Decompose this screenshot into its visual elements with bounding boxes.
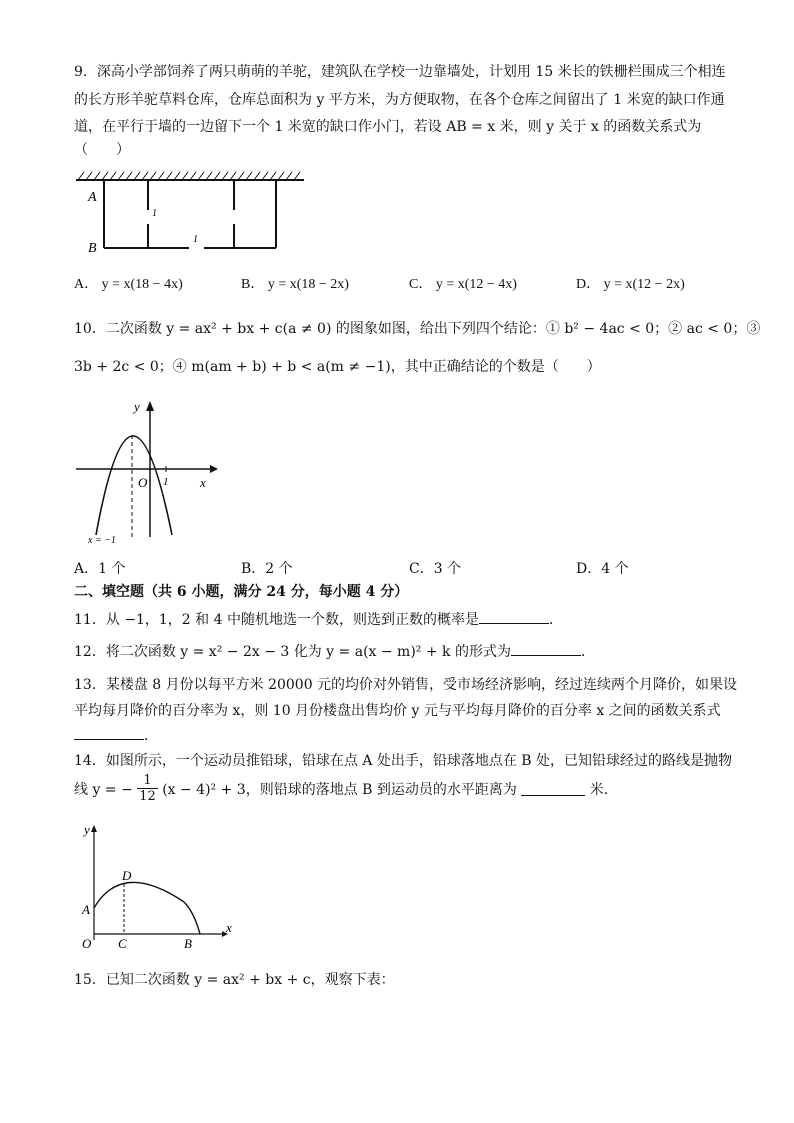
q13-text-line-2: 平均每月降价的百分率为 x，则 10 月份楼盘出售均价 y 元与平均每月降价的百分率 x 之间的函数关系式 bbox=[74, 703, 721, 719]
q13-end: ． bbox=[144, 728, 158, 744]
q12-line bbox=[74, 641, 595, 662]
q9-gap-mark-1: 1 bbox=[152, 208, 157, 219]
q14-fraction bbox=[137, 773, 158, 804]
q12-answer-blank[interactable] bbox=[511, 641, 581, 656]
q9-option-c[interactable]: C． y = x(12 − 4x) bbox=[409, 277, 517, 292]
q11-line bbox=[74, 609, 563, 630]
q14-line-2 bbox=[74, 773, 618, 804]
q10-origin-label: O bbox=[138, 475, 148, 490]
q10-parabola-graph bbox=[74, 397, 224, 547]
q9-text-line-2: 的长方形羊驼草料仓库，仓库总面积为 y 平方米，为方便取物，在各个仓库之间留出了 1 米宽的缺口作通 bbox=[74, 92, 725, 108]
q9-gap-mark-2: 1 bbox=[193, 234, 198, 245]
q10-text-line-2: 3b + 2c < 0；④ m(am + b) + b < a(m ≠ −1)，其中正确结论的个数是（ ） bbox=[74, 359, 601, 375]
q9-option-d[interactable]: D． y = x(12 − 2x) bbox=[576, 277, 685, 292]
q9-label-b: B bbox=[88, 241, 97, 256]
q14-answer-blank[interactable] bbox=[521, 781, 585, 796]
q14-end: 米． bbox=[589, 781, 618, 798]
q14-frac-numerator: 1 bbox=[143, 773, 152, 788]
q10-one-label: 1 bbox=[163, 476, 169, 488]
q10-x-axis-label: x bbox=[200, 475, 206, 490]
q10-axis-of-symmetry-label: x = −1 bbox=[88, 535, 116, 546]
q13-answer-blank[interactable] bbox=[74, 725, 144, 740]
q14-a-label: A bbox=[82, 902, 90, 917]
q9-label-a: A bbox=[88, 190, 97, 205]
q10-option-b[interactable]: B．2 个 bbox=[241, 561, 293, 577]
q14-o-label: O bbox=[82, 936, 92, 951]
q14-prefix: 线 y = − bbox=[74, 781, 133, 798]
q15-text: 15．已知二次函数 y = ax² + bx + c，观察下表： bbox=[74, 972, 395, 988]
q14-x-label: x bbox=[226, 920, 232, 935]
q10-option-c[interactable]: C．3 个 bbox=[409, 561, 462, 577]
q14-d-label: D bbox=[122, 868, 132, 883]
q11-text: 11．从 −1，1，2 和 4 中随机地选一个数，则选到正数的概率是 bbox=[74, 612, 479, 628]
q10-y-axis-label: y bbox=[134, 399, 140, 414]
q9-fence-diagram bbox=[74, 168, 314, 258]
q9-answer-paren: （ ） bbox=[74, 142, 130, 158]
q10-option-a[interactable]: A．1 个 bbox=[74, 561, 126, 577]
q14-frac-denominator: 12 bbox=[139, 789, 156, 804]
q12-text: 12．将二次函数 y = x² − 2x − 3 化为 y = a(x − m)² + k 的形式为 bbox=[74, 644, 511, 660]
q11-answer-blank[interactable] bbox=[479, 609, 549, 624]
q9-option-b[interactable]: B． y = x(18 − 2x) bbox=[241, 277, 349, 292]
q13-text-line-1: 13．某楼盘 8 月份以每平方米 20000 元的均价对外销售，受市场经济影响，经过连续两个月降价，如果设 bbox=[74, 677, 738, 693]
q9-text-line-1: 9．深高小学部饲养了两只萌萌的羊驼，建筑队在学校一边靠墙处，计划用 15 米长的铁栅栏围成三个相连 bbox=[74, 64, 726, 80]
q9-option-a[interactable]: A． y = x(18 − 4x) bbox=[74, 277, 183, 292]
q13-line-3 bbox=[74, 725, 158, 746]
q14-y-label: y bbox=[84, 822, 90, 837]
q14-b-label: B bbox=[184, 936, 192, 951]
q14-c-label: C bbox=[118, 936, 127, 951]
q10-text-line-1: 10．二次函数 y = ax² + bx + c(a ≠ 0) 的图象如图，给出下列四个结论：① b² − 4ac < 0；② ac < 0；③ bbox=[74, 321, 761, 337]
q11-end: ． bbox=[548, 612, 563, 628]
q9-text-line-3: 道，在平行于墙的一边留下一个 1 米宽的缺口作小门，若设 AB = x 米，则 y 关于 x 的函数关系式为 bbox=[74, 119, 702, 135]
q14-middle: (x − 4)² + 3，则铅球的落地点 B 到运动员的水平距离为 bbox=[162, 781, 517, 798]
q12-end: ． bbox=[580, 644, 595, 660]
section-2-heading: 二、填空题（共 6 小题，满分 24 分，每小题 4 分） bbox=[74, 584, 409, 600]
q14-shot-put-graph bbox=[76, 822, 246, 952]
q10-option-d[interactable]: D．4 个 bbox=[576, 561, 629, 577]
q14-text-line-1: 14．如图所示，一个运动员推铅球，铅球在点 A 处出手，铅球落地点在 B 处，已知铅球经过的路线是抛物 bbox=[74, 753, 733, 769]
